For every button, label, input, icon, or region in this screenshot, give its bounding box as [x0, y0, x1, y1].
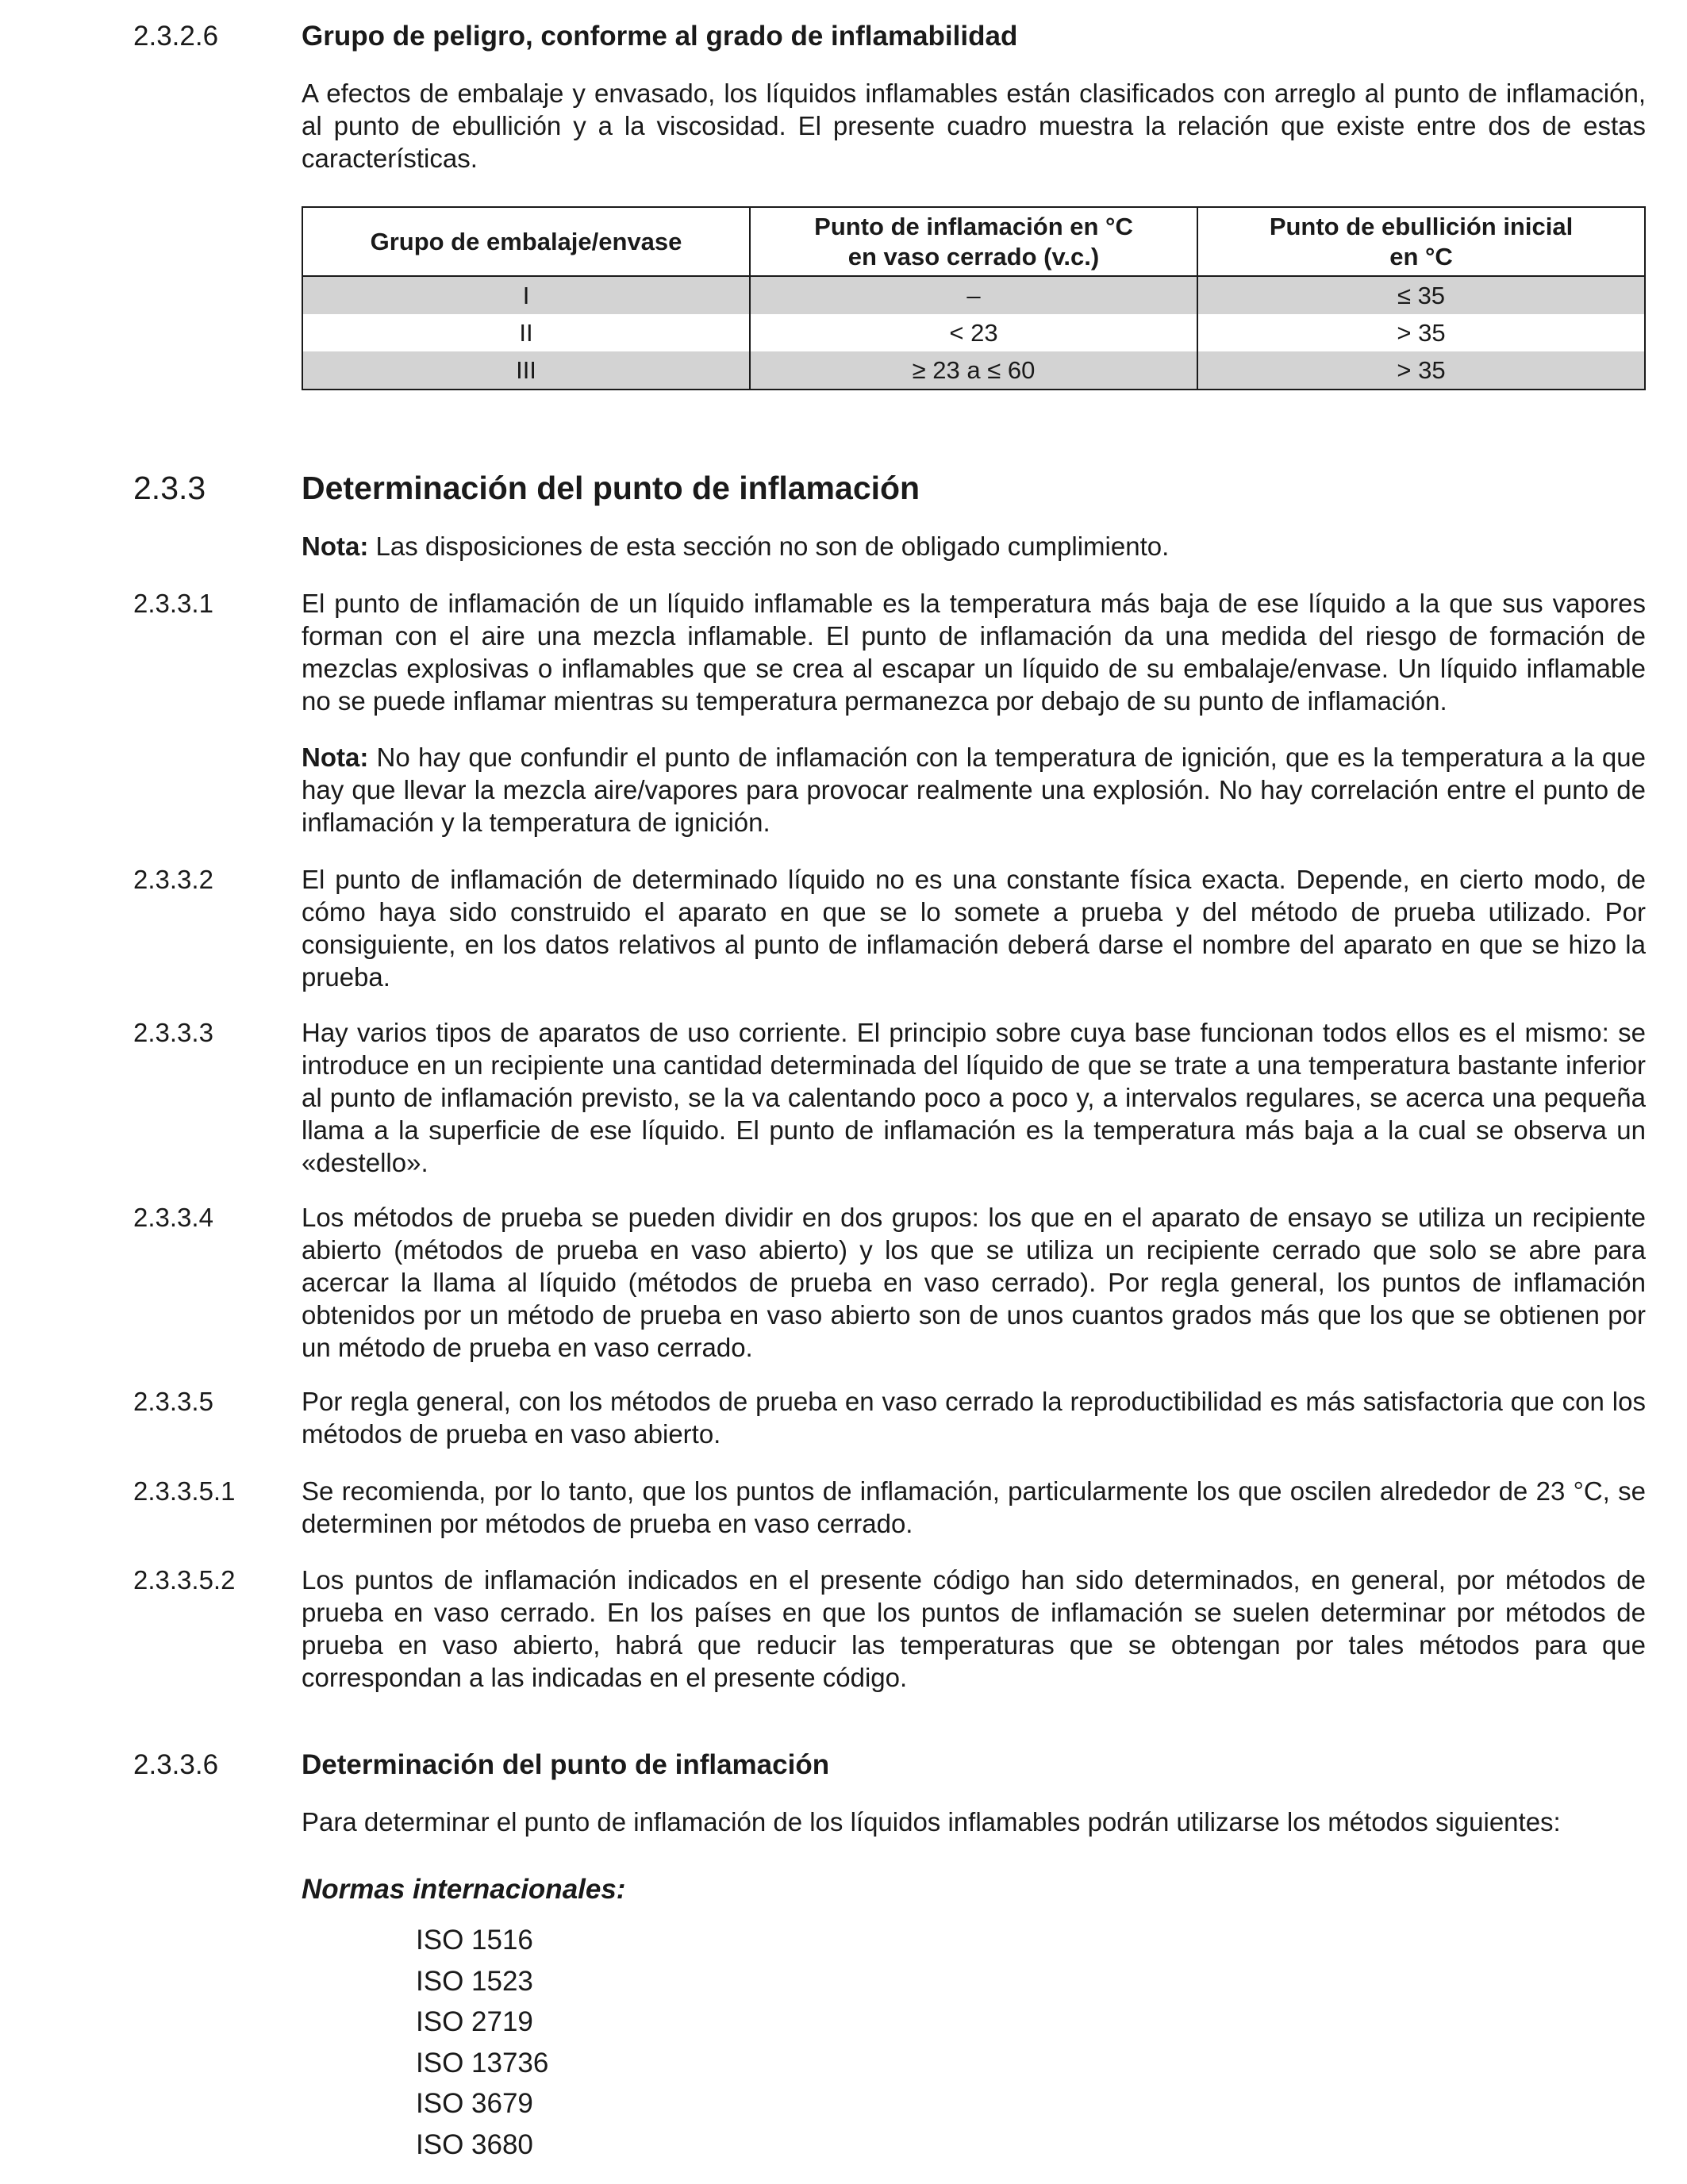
- standards-list: [416, 1920, 892, 2165]
- table-cell: ≤ 35: [1197, 276, 1645, 314]
- paragraph: Hay varios tipos de aparatos de uso corriente. El principio sobre cuya base funcionan todos ellos es el mismo: se introduce en un recipiente una cantidad determinada del líquido de que se trate a una temperatura bastante inferior al punto de inflamación previsto, se la va calentando poco a poco y, a intervalos regulares, se acerca una pequeña llama a la superficie de ese líquido. El punto de inflamación es la temperatura más baja a la cual se observa un «destello».: [302, 1018, 1646, 1177]
- packing-group-table: [302, 206, 1646, 390]
- list-item: ISO 13736: [416, 2047, 549, 2078]
- section-number: 2.3.3: [133, 470, 206, 506]
- paragraph: A efectos de embalaje y envasado, los líquidos inflamables están clasificados con arreglo al punto de inflamación, al punto de ebullición y a la viscosidad. El presente cuadro muestra la relación que existe entre dos de estas características.: [302, 79, 1646, 173]
- paragraph: Los métodos de prueba se pueden dividir en dos grupos: los que en el aparato de ensayo se utiliza un recipiente abierto (métodos de prueba en vaso abierto) y los que se utiliza un recipiente cerrado que solo se abre para acercar la llama al líquido (métodos de prueba en vaso cerrado). Por regla general, los puntos de inflamación obtenidos por un método de prueba en vaso abierto son de unos cuantos grados más que los que se obtienen por un método de prueba en vaso cerrado.: [302, 1203, 1646, 1362]
- table-row: [302, 314, 1645, 351]
- list-item: ISO 1516: [416, 1925, 533, 1956]
- section-number: 2.3.3.1: [133, 589, 213, 618]
- list-item: ISO 3680: [416, 2128, 533, 2160]
- section-number: 2.3.3.5.1: [133, 1476, 236, 1506]
- section-number: 2.3.3.4: [133, 1203, 213, 1232]
- paragraph: Los puntos de inflamación indicados en el presente código han sido determinados, en general, por métodos de prueba en vaso cerrado. En los países en que los puntos de inflamación se suelen determinar por métodos de prueba en vaso abierto, habrá que reducir las temperaturas que se obtengan por tales métodos para que correspondan a las indicadas en el presente código.: [302, 1565, 1646, 1692]
- list-item: ISO 2719: [416, 2006, 533, 2037]
- paragraph: El punto de inflamación de determinado líquido no es una constante física exacta. Depende, en cierto modo, de cómo haya sido construido el aparato en que se lo somete a prueba y del método de prueba utilizado. Por consiguiente, en los datos relativos al punto de inflamación deberá darse el nombre del aparato en que se hizo la prueba.: [302, 865, 1646, 992]
- table-cell: III: [302, 351, 750, 390]
- table-header-cell: Grupo de embalaje/envase: [302, 207, 750, 276]
- note-text: Las disposiciones de esta sección no son de obligado cumplimiento.: [368, 532, 1170, 561]
- note-text: No hay que confundir el punto de inflamación con la temperatura de ignición, que es la temperatura a la que hay que llevar la mezcla aire/vapores para provocar realmente una explosión. No hay correlación entre el punto de inflamación y la temperatura de ignición.: [302, 743, 1646, 837]
- table-cell: > 35: [1197, 314, 1645, 351]
- table-cell: ≥ 23 a ≤ 60: [750, 351, 1197, 390]
- paragraph: Por regla general, con los métodos de prueba en vaso cerrado la reproductibilidad es más satisfactoria que con los métodos de prueba en vaso abierto.: [302, 1387, 1646, 1449]
- standards-heading: Normas internacionales:: [302, 1874, 626, 1905]
- note-label: Nota:: [302, 532, 369, 561]
- section-number: 2.3.3.5.2: [133, 1565, 236, 1595]
- paragraph: Se recomienda, por lo tanto, que los puntos de inflamación, particularmente los que oscilen alrededor de 23 °C, se determinen por métodos de prueba en vaso cerrado.: [302, 1476, 1646, 1538]
- table-row: [302, 276, 1645, 314]
- table-cell: I: [302, 276, 750, 314]
- table-cell: > 35: [1197, 351, 1645, 390]
- table-header-cell: Punto de ebullición inicial en °C: [1197, 207, 1645, 276]
- list-item: ISO 1523: [416, 1965, 533, 1997]
- section-number: 2.3.3.3: [133, 1018, 213, 1047]
- section-number: 2.3.2.6: [133, 21, 219, 52]
- note: [302, 741, 1646, 839]
- section-number: 2.3.3.5: [133, 1387, 213, 1416]
- paragraph: Para determinar el punto de inflamación de los líquidos inflamables podrán utilizarse los métodos siguientes:: [302, 1807, 1561, 1837]
- section-title: Grupo de peligro, conforme al grado de inflamabilidad: [302, 21, 1018, 52]
- note: [302, 530, 1646, 562]
- section-number: 2.3.3.6: [133, 1749, 219, 1780]
- table-cell: –: [750, 276, 1197, 314]
- table-row: [302, 351, 1645, 390]
- paragraph: El punto de inflamación de un líquido inflamable es la temperatura más baja de ese líquido a la que sus vapores forman con el aire una mezcla inflamable. El punto de inflamación da una medida del riesgo de formación de mezclas explosivas o inflamables que se crea al escapar un líquido de su embalaje/envase. Un líquido inflamable no se puede inflamar mientras su temperatura permanezca por debajo de su punto de inflamación.: [302, 589, 1646, 716]
- section-number: 2.3.3.2: [133, 865, 213, 894]
- list-item: ISO 3679: [416, 2088, 533, 2119]
- table-header-row: [302, 207, 1645, 276]
- section-title: Determinación del punto de inflamación: [302, 470, 920, 506]
- table-cell: II: [302, 314, 750, 351]
- note-label: Nota:: [302, 743, 369, 772]
- table-header-cell: Punto de inflamación en °C en vaso cerrado (v.c.): [750, 207, 1197, 276]
- table-cell: < 23: [750, 314, 1197, 351]
- section-title: Determinación del punto de inflamación: [302, 1749, 830, 1780]
